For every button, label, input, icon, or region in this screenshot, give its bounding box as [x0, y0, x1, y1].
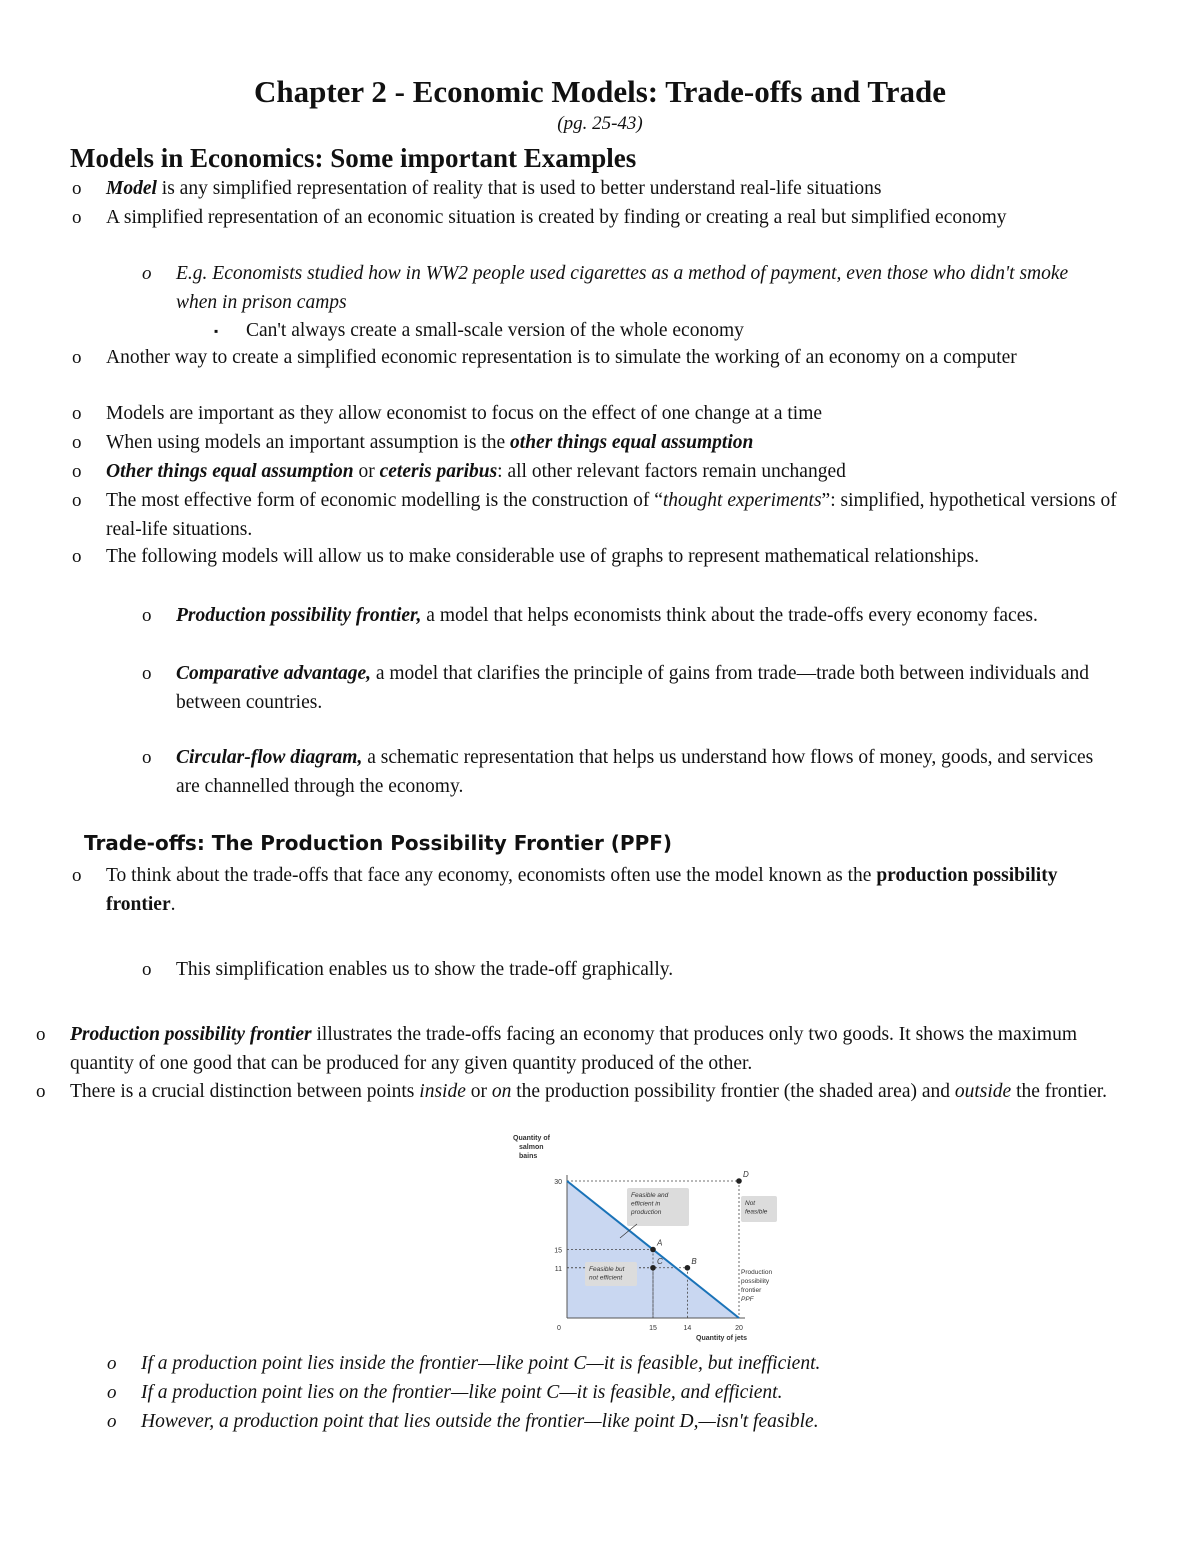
frontier-label: Production: [741, 1268, 773, 1276]
y-axis-label: bains: [519, 1153, 538, 1160]
sub-bullet-comparative-advantage: [176, 659, 1106, 717]
bullet-ppf-definition: [70, 1020, 1110, 1078]
term-ceteris-paribus: ceteris paribus: [379, 461, 498, 482]
frontier-label: frontier: [741, 1286, 762, 1294]
bullet-marker: o: [72, 865, 82, 886]
bullet-marker: o: [107, 1411, 117, 1432]
bullet-marker: o: [72, 178, 82, 199]
frontier-label: possibility: [741, 1277, 770, 1285]
term-outside: outside: [954, 1081, 1012, 1102]
bullet-marker: o: [142, 263, 152, 284]
annotation-feasible-not-efficient-text: not efficient: [589, 1274, 623, 1282]
section-heading-models: Models in Economics: Some important Examples: [70, 143, 637, 173]
point-c: [650, 1265, 656, 1271]
term-circular-flow: Circular-flow diagram,: [176, 747, 363, 768]
bullet-marker: o: [72, 546, 82, 567]
x-tick-label: 15: [649, 1325, 657, 1332]
sub-bullet-ww2-example: E.g. Economists studied how in WW2 people used cigarettes as a method of payment, even those who didn't smoke when in prison camps: [176, 263, 1069, 313]
bullet-simulate-computer: Another way to create a simplified economic representation is to simulate the working of an economy on a computer: [106, 347, 1017, 368]
text: : all other relevant factors remain unchanged: [497, 461, 846, 482]
text: is any simplified representation of reality that is used to better understand real-life situations: [156, 178, 882, 199]
conclusion-on-frontier: If a production point lies on the frontier—like point C—it is feasible, and efficient.: [141, 1382, 783, 1403]
term-inside: inside: [419, 1081, 466, 1102]
bullet-ceteris-paribus: [106, 457, 1126, 486]
bullet-marker: o: [72, 207, 82, 228]
page-title: Chapter 2 - Economic Models: Trade-offs and Trade: [253, 74, 947, 109]
point-label-c: C: [657, 1256, 663, 1266]
point-d: [736, 1178, 742, 1184]
text: or: [465, 1081, 492, 1102]
bullet-marker: o: [72, 432, 82, 453]
frontier-label: PPF: [741, 1295, 754, 1303]
bullet-marker: o: [72, 347, 82, 368]
text: the production possibility frontier (the shaded area) and: [511, 1081, 955, 1102]
y-tick-label: 11: [554, 1265, 562, 1273]
bullet-trade-offs-model: [106, 861, 1126, 919]
term-thought-experiments: thought experiments: [662, 490, 822, 511]
y-tick-label: 15: [554, 1247, 562, 1255]
x-tick-label: 20: [735, 1325, 743, 1332]
annotation-feasible-efficient-text: production: [631, 1209, 662, 1216]
sub-bullet-ppf-model: [176, 601, 1106, 630]
bullet-marker: o: [142, 663, 152, 684]
bullet-marker: o: [142, 747, 152, 768]
square-bullet-marker: ▪: [214, 324, 219, 338]
term-ppf: Production possibility frontier,: [176, 605, 422, 626]
term-other-things-equal: other things equal assumption: [510, 432, 754, 453]
point-label-d: D: [743, 1170, 749, 1179]
x-tick-label: 0: [557, 1325, 561, 1332]
text: ”: simplified, hypothetical versions of real-life situations.: [106, 490, 1117, 540]
y-axis-label: Quantity of: [513, 1135, 550, 1142]
bullet-marker: o: [107, 1353, 117, 1374]
annotation-not-feasible-text: feasible: [745, 1208, 768, 1216]
annotation-not-feasible-text: Not: [745, 1200, 756, 1207]
text: a model that helps economists think about the trade-offs every economy faces.: [421, 605, 1038, 626]
bullet-marker: o: [72, 403, 82, 424]
bullet-marker: o: [36, 1024, 46, 1045]
bullet-marker: o: [142, 605, 152, 626]
bullet-important-assumption: [106, 428, 1126, 457]
bullet-marker: o: [72, 490, 82, 511]
x-axis-label: Quantity of jets: [696, 1335, 747, 1342]
text: a schematic representation that helps us understand how flows of money, goods, and services are channelled through the economy.: [176, 747, 1094, 797]
conclusion-outside-frontier: However, a production point that lies outside the frontier—like point D,—isn't feasible.: [141, 1411, 819, 1432]
annotation-feasible-efficient-text: Feasible and: [631, 1192, 669, 1199]
bullet-marker: o: [107, 1382, 117, 1403]
text: .: [170, 894, 176, 915]
annotation-feasible-efficient-text: efficient in: [631, 1200, 661, 1208]
conclusion-inside-frontier: If a production point lies inside the frontier—like point C—it is feasible, but inefficient.: [141, 1353, 821, 1374]
text: To think about the trade-offs that face any economy, economists often use the model known as the: [106, 865, 877, 886]
term-other-things-equal: Other things equal assumption: [106, 461, 354, 482]
point-b: [685, 1265, 691, 1271]
annotation-feasible-not-efficient-text: Feasible but: [589, 1266, 625, 1273]
text: The most effective form of economic modelling is the construction of “: [106, 490, 663, 511]
y-axis-label: salmon: [519, 1144, 544, 1151]
point-label-a: A: [657, 1238, 663, 1248]
page-subtitle: (pg. 25-43): [557, 113, 643, 134]
ppf-chart: [505, 1128, 805, 1350]
term-comparative-advantage: Comparative advantage,: [176, 663, 371, 684]
bullet-model-definition: [106, 174, 1126, 203]
bullet-following-models: The following models will allow us to make considerable use of graphs to represent mathematical relationships.: [106, 546, 979, 567]
text: the frontier.: [1011, 1081, 1108, 1102]
bullet-marker: o: [36, 1081, 46, 1102]
point-label-b: B: [691, 1256, 697, 1266]
term-model: Model: [106, 178, 157, 199]
term-on: on: [491, 1081, 512, 1102]
text: illustrates the trade-offs facing an economy that produces only two goods. It shows the maximum quantity of one good that can be produced for any given quantity produced of the other.: [70, 1024, 1078, 1074]
sub-bullet-circular-flow: [176, 743, 1106, 801]
text: There is a crucial distinction between points: [70, 1081, 420, 1102]
bullet-marker: o: [72, 461, 82, 482]
bullet-thought-experiments: [106, 486, 1126, 544]
bullet-inside-outside-distinction: [70, 1077, 1110, 1106]
bullet-marker: o: [142, 959, 152, 980]
term-ppf: Production possibility frontier: [70, 1024, 312, 1045]
point-a: [650, 1247, 656, 1253]
term-ppf: production possibility frontier: [106, 865, 1058, 915]
text: a model that clarifies the principle of gains from trade—trade both between individuals and between countries.: [176, 663, 1089, 713]
text: or: [353, 461, 380, 482]
sub-sub-bullet-small-scale: Can't always create a small-scale version of the whole economy: [246, 320, 744, 341]
y-tick-label: 30: [554, 1179, 562, 1186]
text: When using models an important assumption is the: [106, 432, 511, 453]
bullet-simplified-representation: A simplified representation of an economic situation is created by finding or creating a real but simplified economy: [106, 207, 1007, 228]
sub-bullet-simplification: This simplification enables us to show the trade-off graphically.: [176, 959, 674, 980]
bullet-models-important: Models are important as they allow economist to focus on the effect of one change at a time: [106, 403, 823, 424]
x-tick-label: 14: [683, 1325, 692, 1332]
section-heading-ppf: Trade-offs: The Production Possibility Frontier (PPF): [84, 831, 673, 855]
